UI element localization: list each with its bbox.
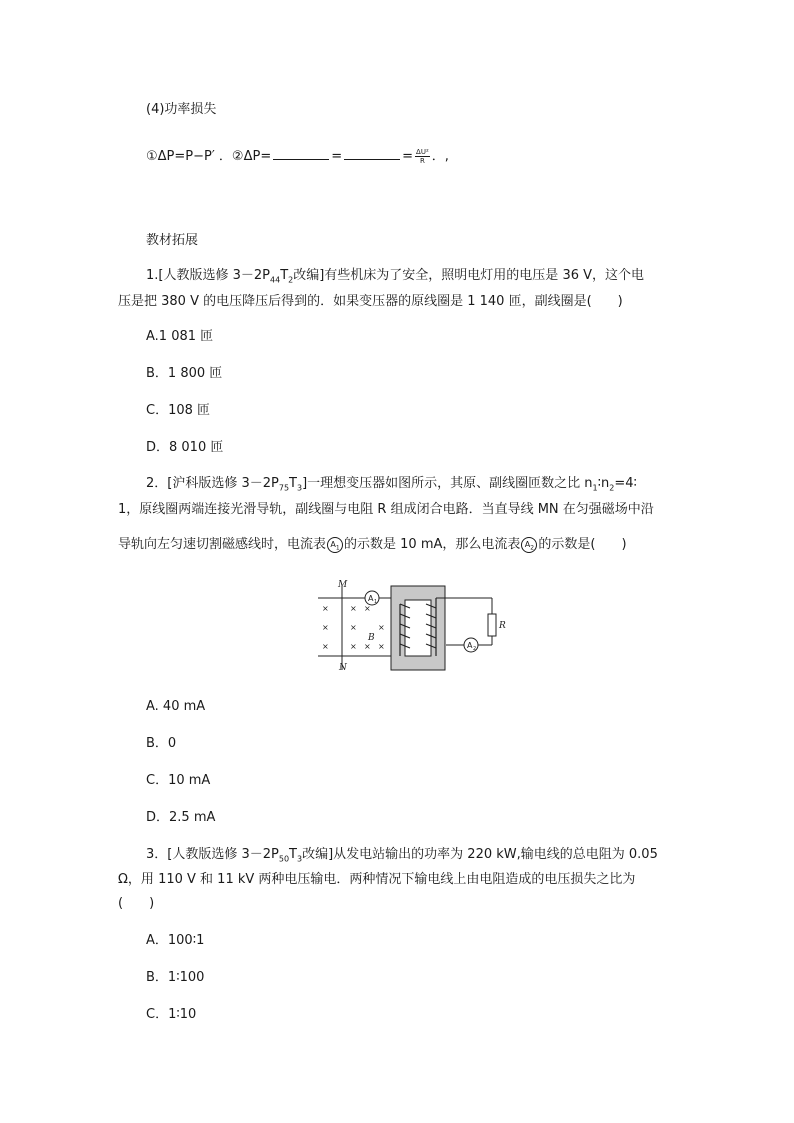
q2-option-a[interactable]: A. 40 mA [146,699,206,714]
field-cross: × [350,642,357,651]
q1-line1 [146,266,644,286]
q3-source-t: T [289,847,297,862]
q1-option-d[interactable]: D．8 010 匝 [146,440,224,455]
field-cross: × [378,642,385,651]
q2-line3-text-a: 导轨向左匀速切割磁感线时，电流表 [118,537,327,552]
q1-source-sub: 44 [270,275,281,285]
q2-ratio-value: =4∶ [614,476,637,491]
q2-option-b[interactable]: B．0 [146,736,177,751]
q2-option-d[interactable]: D．2.5 mA [146,810,216,825]
field-cross: × [322,642,329,651]
q3-option-a[interactable]: A．100∶1 [146,933,205,948]
answer-blank-2[interactable] [344,147,400,160]
section-heading-power-loss: (4)功率损失 [146,102,217,117]
ammeter-a1-label: A [368,594,374,603]
q1-source: 1.[人教版选修 3－2P [146,268,270,283]
label-b: B [368,633,375,643]
answer-blank-1[interactable] [273,147,329,160]
q1-option-b[interactable]: B．1 800 匝 [146,366,223,381]
field-cross: × [322,623,329,632]
fraction-denominator: R [419,157,425,165]
field-cross: × [378,623,385,632]
label-n: N [339,663,347,673]
formula-text: ①ΔP=P−P′ ．②ΔP= [146,149,272,164]
q3-option-c[interactable]: C．1∶10 [146,1007,197,1022]
q2-line1 [146,474,637,494]
field-cross: × [350,604,357,613]
fraction [415,148,430,165]
ammeter-a1-letter: A [330,539,336,549]
q2-ratio: ∶n [597,476,610,491]
q3-option-b[interactable]: B．1∶100 [146,970,205,985]
label-m: M [338,580,348,590]
field-cross: × [364,604,371,613]
n1-sub: 1 [592,483,598,493]
q2-line3-text-b: 的示数是 10 mA，那么电流表 [344,537,521,552]
extension-heading: 教材拓展 [146,233,199,248]
equals-sign: = [402,149,414,164]
q2-source-sub2: 3 [297,483,303,493]
fraction-numerator: ΔU² [416,148,429,156]
q2-option-c[interactable]: C．10 mA [146,773,211,788]
q1-line2: 压是把 380 V 的电压降压后得到的．如果变压器的原线圈是 1 140 匝，副线圈是( ) [118,294,623,309]
ammeter-a2-icon [521,537,537,553]
q1-text: 改编]有些机床为了安全，照明电灯用的电压是 36 V，这个电 [293,268,645,283]
q3-line1 [146,845,658,865]
q3-source-sub2: 3 [297,854,303,864]
q3-source-sub: 50 [278,854,290,864]
transformer-circuit-diagram [312,578,506,673]
field-cross: × [364,642,371,651]
q3-line3: ( ) [118,896,155,911]
q1-option-c[interactable]: C．108 匝 [146,403,211,418]
ammeter-a1-sub: 1 [335,544,340,552]
q1-source-t: T [280,268,289,283]
q2-source: 2．[沪科版选修 3－2P [146,476,279,491]
ammeter-a1-label-sub: 1 [374,599,378,605]
ammeter-a2-label: A [467,641,473,650]
q2-source-t: T [289,476,297,491]
equals-sign: = [331,149,343,164]
q2-text: ]一理想变压器如图所示，其原、副线圈匝数之比 n [302,476,593,491]
ammeter-a1-icon [327,537,343,553]
ammeter-a2-letter: A [524,539,531,549]
formula-tail: ．, [431,149,449,164]
q3-source: 3．[人教版选修 3－2P [146,847,279,862]
power-loss-formula [146,147,449,167]
field-cross: × [322,604,329,613]
q2-line2: 1，原线圈两端连接光滑导轨，副线圈与电阻 R 组成闭合电路．当直导线 MN 在匀强磁场中沿 [118,502,654,517]
q2-source-sub: 75 [278,483,290,493]
q3-text: 改编]从发电站输出的功率为 220 kW,输电线的总电阻为 0.05 [302,847,658,862]
q2-line3 [118,535,627,555]
ammeter-a2-sub: 2 [530,544,535,552]
q3-line2: Ω，用 110 V 和 11 kV 两种电压输电．两种情况下输电线上由电阻造成的电压损失之比为 [118,872,636,887]
q1-option-a[interactable]: A.1 081 匝 [146,329,214,344]
q2-line3-text-c: 的示数是( ) [538,537,627,552]
resistor-r [488,614,496,636]
q1-source-sub2: 2 [288,275,294,285]
ammeter-a2-label-sub: 2 [473,646,477,652]
field-cross: × [350,623,357,632]
label-r: R [499,621,506,631]
n2-sub: 2 [609,483,615,493]
